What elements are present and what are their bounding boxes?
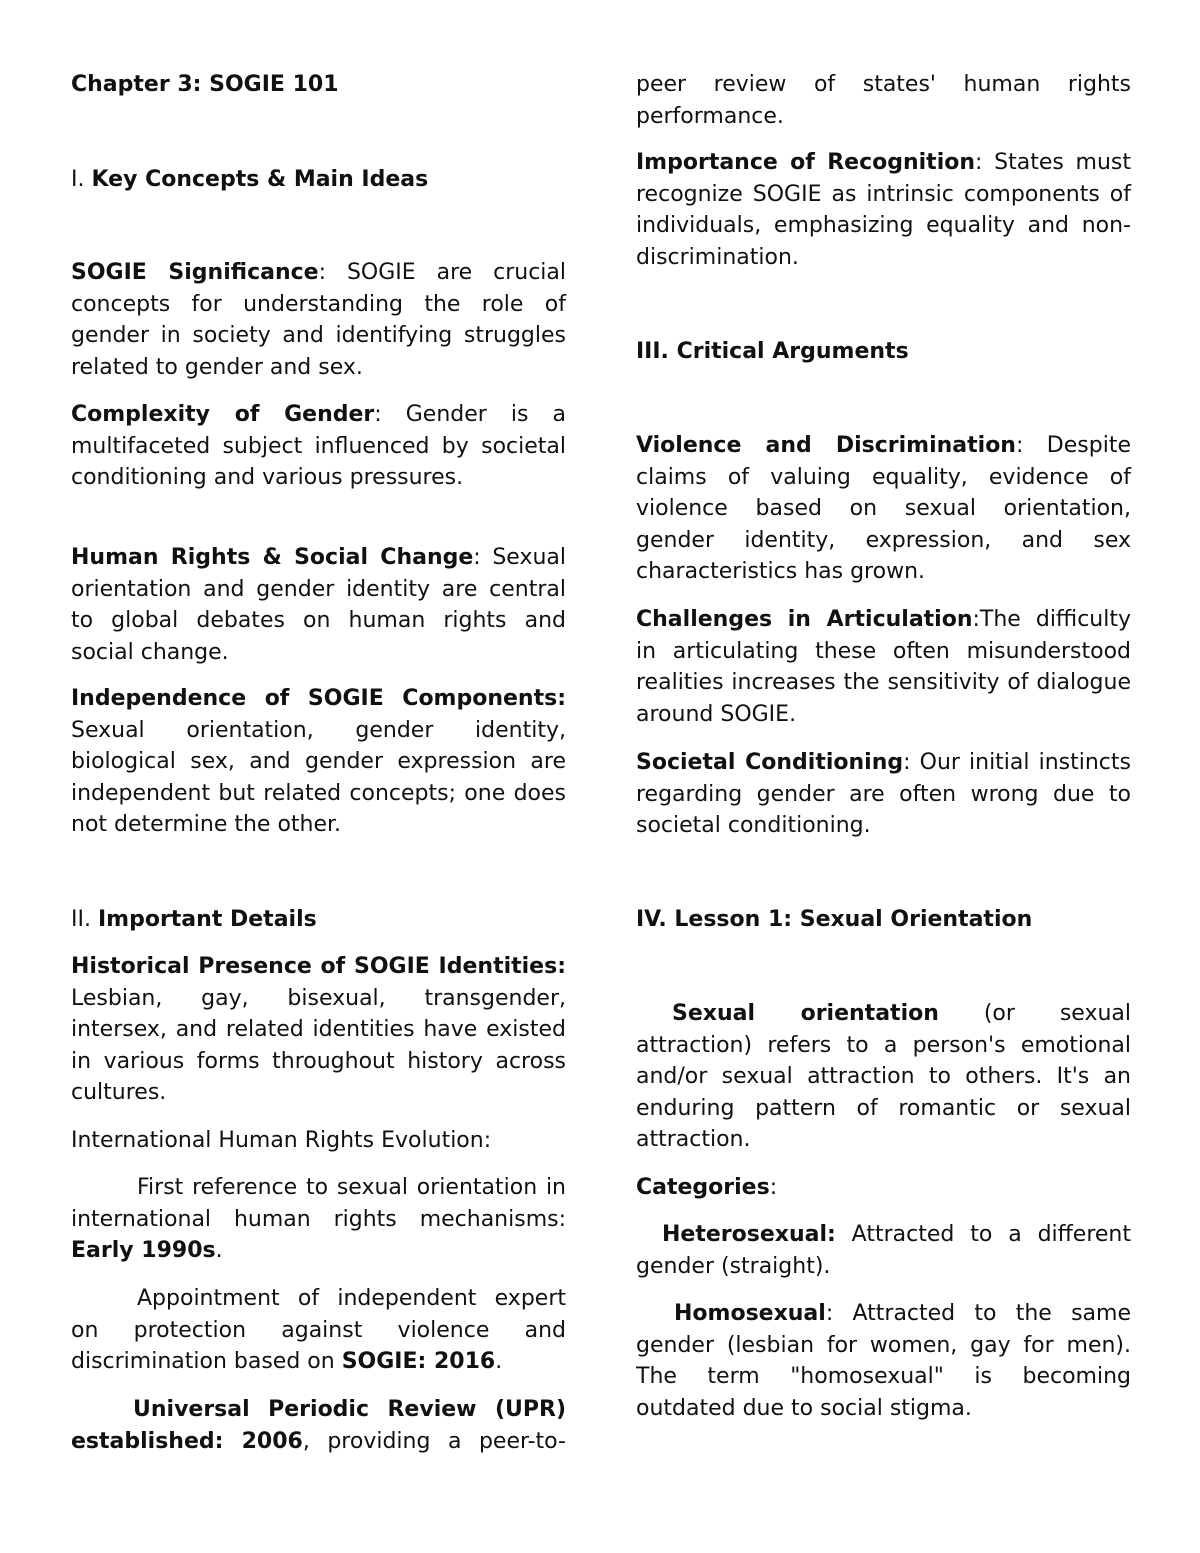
- upr-term: Universal Periodic Review (UPR) established: 2006: [71, 1397, 566, 1454]
- complexity-of-gender-paragraph: [71, 399, 566, 494]
- human-rights-term: Human Rights & Social Change: [71, 545, 474, 570]
- recognition-paragraph: [636, 147, 1131, 273]
- section-1-numeral: I.: [71, 167, 92, 192]
- period: .: [215, 1238, 223, 1263]
- intl-human-rights-label: International Human Rights Evolution:: [71, 1128, 492, 1153]
- human-rights-paragraph: [71, 542, 566, 668]
- sexual-orientation-definition: [636, 998, 1131, 1156]
- sexual-orientation-text: (or sexual attraction) refers to a person's emotional and/or sexual attraction to others. It's an enduring pattern of romantic or sexual attraction.: [636, 1001, 1131, 1152]
- term-separator: :: [374, 402, 406, 427]
- categories-term: Categories: [636, 1175, 770, 1200]
- sogie-significance-paragraph: [71, 257, 566, 383]
- complexity-of-gender-term: Complexity of Gender: [71, 402, 375, 427]
- independence-text: Sexual orientation, gender identity, biological sex, and gender expression are independent but related concepts; one does not determine the other.: [71, 717, 566, 837]
- articulation-term: Challenges in Articulation: [636, 607, 973, 632]
- term-separator: :: [318, 260, 347, 285]
- term-separator: :: [473, 545, 493, 570]
- section-2-heading: [71, 904, 566, 936]
- first-reference-date: Early 1990s: [71, 1238, 216, 1263]
- historical-presence-term: Historical Presence of SOGIE Identities:: [71, 954, 566, 979]
- section-2-numeral: II.: [71, 907, 98, 932]
- categories-label: [636, 1172, 1131, 1204]
- appointment-paragraph: [71, 1283, 566, 1378]
- heterosexual-text: Attracted to a different gender (straight).: [636, 1222, 1131, 1279]
- section-3-heading: III. Critical Arguments: [636, 339, 909, 364]
- historical-presence-text: Lesbian, gay, bisexual, transgender, intersex, and related identities have existed in various forms throughout history across cultures.: [71, 985, 566, 1105]
- homosexual-text: : Attracted to the same gender (lesbian for women, gay for men). The term "homosexual" is becoming outdated due to social stigma.: [636, 1301, 1131, 1421]
- first-reference-text: First reference to sexual orientation in international human rights mechanisms:: [71, 1175, 566, 1232]
- articulation-paragraph: [636, 604, 1131, 730]
- independence-paragraph: [71, 683, 566, 841]
- upr-paragraph-continued: peer review of states' human rights performance.: [636, 72, 1131, 129]
- heterosexual-paragraph: [636, 1219, 1131, 1282]
- sogie-significance-term: SOGIE Significance: [71, 260, 319, 285]
- section-4-heading: IV. Lesson 1: Sexual Orientation: [636, 907, 1033, 932]
- appointment-text: Appointment of independent expert on protection against violence and discrimination based on: [71, 1286, 566, 1374]
- categories-colon: :: [769, 1175, 778, 1200]
- recognition-text: : States must recognize SOGIE as intrinsic components of individuals, emphasizing equality and non-discrimination.: [636, 150, 1131, 270]
- period: .: [495, 1349, 503, 1374]
- sogie-significance-text: SOGIE are crucial concepts for understanding the role of gender in society and identifying struggles related to gender and sex.: [71, 260, 566, 380]
- homosexual-term: Homosexual: [674, 1301, 826, 1326]
- historical-presence-paragraph: [71, 951, 566, 1109]
- human-rights-text: Sexual orientation and gender identity are central to global debates on human rights and social change.: [71, 545, 566, 665]
- homosexual-paragraph: [636, 1298, 1131, 1424]
- independence-term: Independence of SOGIE Components:: [71, 686, 566, 711]
- violence-paragraph: [636, 430, 1131, 588]
- societal-conditioning-term: Societal Conditioning: [636, 750, 904, 775]
- violence-term: Violence and Discrimination: [636, 433, 1016, 458]
- complexity-of-gender-text: Gender is a multifaceted subject influenced by societal conditioning and various pressures.: [71, 402, 566, 490]
- chapter-title: Chapter 3: SOGIE 101: [71, 72, 339, 97]
- violence-text: : Despite claims of valuing equality, evidence of violence based on sexual orientation, gender identity, expression, and sex characteristics has grown.: [636, 433, 1131, 584]
- articulation-text: :The difficulty in articulating these often misunderstood realities increases the sensitivity of dialogue around SOGIE.: [636, 607, 1132, 727]
- societal-conditioning-paragraph: [636, 747, 1131, 842]
- sexual-orientation-term: Sexual orientation: [672, 1001, 939, 1026]
- section-1-heading: [71, 164, 566, 196]
- appointment-date: SOGIE: 2016: [341, 1349, 496, 1374]
- section-2-title: Important Details: [97, 907, 317, 932]
- section-1-title: Key Concepts & Main Ideas: [91, 167, 429, 192]
- upr-text-part1: , providing a peer-to-: [302, 1428, 566, 1454]
- upr-paragraph-start: [71, 1394, 566, 1457]
- heterosexual-term: Heterosexual:: [662, 1222, 836, 1247]
- societal-conditioning-text: : Our initial instincts regarding gender are often wrong due to societal conditioning.: [636, 750, 1131, 838]
- first-reference-paragraph: [71, 1172, 566, 1267]
- recognition-term: Importance of Recognition: [636, 150, 976, 175]
